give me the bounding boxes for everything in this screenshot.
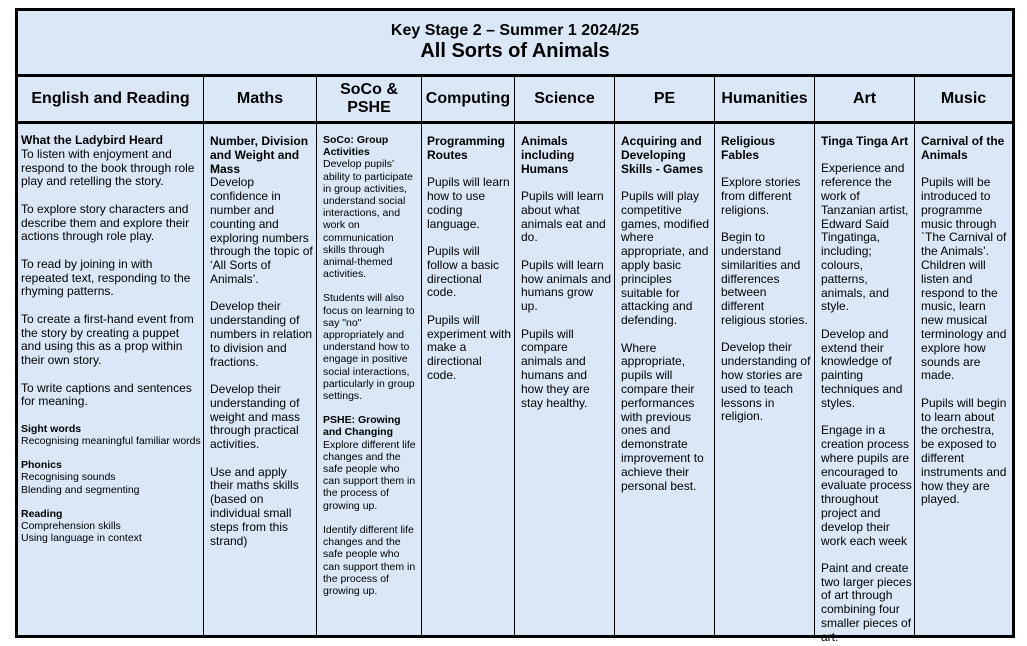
phonics-heading: Phonics [21,459,62,472]
cell-soco-pshe [320,134,421,597]
science-objective: Pupils will learn about what animals eat and do. [521,188,606,245]
art-objective: Experience and reference the work of Tanzanian artist, Edward Said Tingatinga, including; colours, patterns, animals, and style. [821,161,909,314]
soco-objective: Develop pupils’ ability to participate in group activities, understand social interactions, and work on communication skills through animal-themed activities. [323,158,413,281]
sight-words-item: Recognising meaningful familiar words [21,434,201,447]
column-divider [614,74,615,635]
pe-objective: Pupils will play competitive games, modified where appropriate, and apply basic principles suitable for attacking and defending. [621,188,710,328]
header-art: Art [852,90,877,107]
music-heading: Carnival of the Animals [921,134,1005,162]
header-english: English and Reading [31,90,190,107]
column-divider [714,74,715,635]
reading-item: Comprehension skills [21,519,121,532]
reading-heading: Reading [21,507,63,520]
pe-heading: Acquiring and Developing Skills - Games [621,134,704,176]
pe-objective: Where appropriate, pupils will compare their performances with previous ones and demonstrate improvement to achieve their personal best. [621,340,704,493]
maths-objective: Develop confidence in number and counting and exploring numbers through the topic of ‘All Sorts of Animals’. [210,175,313,286]
column-divider [514,74,515,635]
reading-item: Using language in context [21,532,142,545]
art-objective: Engage in a creation process where pupils are encouraged to evaluate process throughout project and develop their work each week [821,423,912,548]
music-objective: Pupils will begin to learn about the orchestra, be exposed to different instruments and how they are played. [921,395,1007,507]
pshe-heading: PSHE: Growing and Changing [323,414,401,439]
cell-english [18,134,203,544]
humanities-objective: Explore stories from different religions. [721,175,801,217]
header-music: Music [940,90,987,107]
cell-computing [424,135,514,383]
title-bar [18,11,1012,77]
pshe-objective: Explore different life changes and the safe people who can support them in the process of growing up. [323,438,416,512]
cell-maths [207,135,315,548]
header-soco-pshe: SoCo & PSHE [340,81,398,116]
soco-heading: SoCo: Group Activities [323,134,389,159]
phonics-item: Blending and segmenting [21,483,140,496]
science-heading: Animals including Humans [521,134,575,176]
english-objective: To listen with enjoyment and respond to the book through role play and retelling the story. [21,146,195,189]
header-science: Science [534,90,595,107]
column-divider [914,74,915,635]
column-divider [316,74,317,635]
header-humanities: Humanities [721,90,808,107]
computing-heading: Programming Routes [427,134,506,162]
column-divider [814,74,815,635]
humanities-objective: Develop their understanding of how stories are used to teach lessons in religion. [721,340,811,424]
sight-words-heading: Sight words [21,422,82,435]
soco-objective: Students will also focus on learning to say "no" appropriately and understand how to engage in positive social interactions, particularly in group settings. [323,292,415,403]
art-objective: Paint and create two larger pieces of art through combining four smaller pieces of art. [821,560,912,644]
pshe-objective: Identify different life changes and the safe people who can support them in the process of growing up. [323,523,416,597]
music-objective: Pupils will be introduced to programme music through `The Carnival of the Animals’. Children will listen and respond to the music, learn new musical terminology and explore how sounds are made. [921,175,1007,383]
cell-pe [618,135,714,493]
maths-objective: Use and apply their maths skills (based on individual small steps from this strand) [210,464,299,548]
page-subtitle: Key Stage 2 – Summer 1 2024/25 [390,22,640,39]
column-divider [421,74,422,635]
cell-music [918,135,1012,507]
english-objective: To create a first-hand event from the story by creating a puppet and using this as a prop within their own story. [21,311,194,368]
phonics-item: Recognising sounds [21,471,116,484]
art-heading: Tinga Tinga Art [821,134,909,148]
art-objective: Develop and extend their knowledge of painting techniques and styles. [821,326,903,410]
header-computing: Computing [425,90,511,107]
english-heading: What the Ladybird Heard [21,133,164,147]
page-title: All Sorts of Animals [420,40,610,62]
science-objective: Pupils will compare animals and humans and how they are stay healthy. [521,326,590,410]
science-objective: Pupils will learn how animals and humans grow up. [521,257,612,314]
cell-art [818,135,914,645]
maths-heading: Number, Division and Weight and Mass [210,134,309,176]
english-objective: To explore story characters and describe them and explore their actions through role play. [21,201,190,244]
computing-objective: Pupils will experiment with make a directional code. [427,312,512,382]
column-divider [203,74,204,635]
english-objective: To read by joining in with repeated text, responding to the rhyming patterns. [21,256,191,299]
cell-humanities [718,135,814,424]
maths-objective: Develop their understanding of numbers in relation to division and fractions. [210,299,313,369]
header-row [18,77,1012,124]
english-objective: To write captions and sentences for meaning. [21,380,192,409]
header-maths: Maths [236,90,284,107]
maths-objective: Develop their understanding of weight and mass through practical activities. [210,381,301,452]
computing-objective: Pupils will learn how to use coding language. [427,175,510,231]
cell-science [518,135,614,410]
curriculum-table [15,8,1015,644]
computing-objective: Pupils will follow a basic directional code. [427,243,500,300]
humanities-objective: Begin to understand similarities and differences between different religious stories. [721,230,808,327]
header-pe: PE [653,90,676,107]
humanities-heading: Religious Fables [721,134,776,162]
